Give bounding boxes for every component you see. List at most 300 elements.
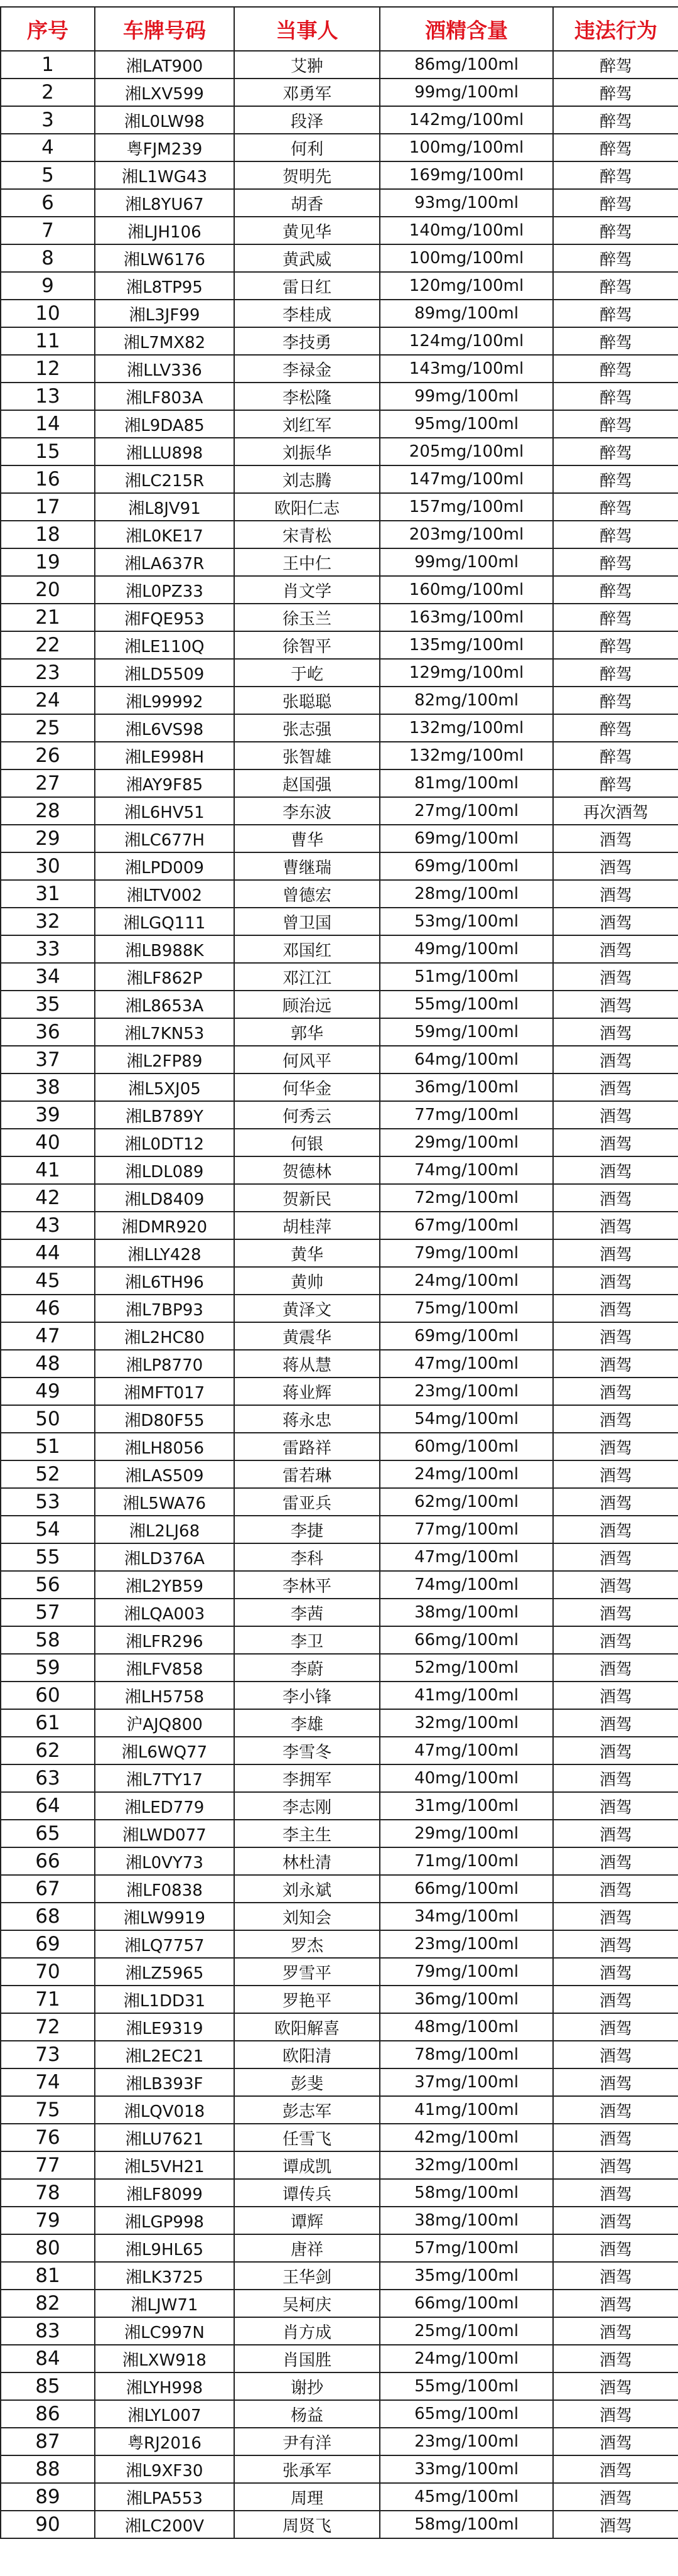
party-name-cell: 黄华 (234, 1239, 380, 1267)
alcohol-content-cell: 160mg/100ml (380, 576, 553, 604)
serial-number-cell: 44 (1, 1239, 95, 1267)
alcohol-content-cell: 74mg/100ml (380, 1571, 553, 1599)
alcohol-content-cell: 29mg/100ml (380, 1129, 553, 1156)
plate-number-cell: 湘LW6176 (95, 244, 234, 272)
table-row (1, 327, 678, 355)
table-row (1, 1322, 678, 1350)
violation-cell: 酒驾 (553, 1626, 678, 1654)
alcohol-content-cell: 132mg/100ml (380, 742, 553, 769)
alcohol-content-cell: 74mg/100ml (380, 1156, 553, 1184)
plate-number-cell: 湘L8JV91 (95, 493, 234, 521)
plate-number-cell: 湘L8653A (95, 991, 234, 1018)
alcohol-content-cell: 28mg/100ml (380, 880, 553, 908)
table-row (1, 935, 678, 963)
table-row (1, 548, 678, 576)
party-name-cell: 肖方成 (234, 2317, 380, 2345)
party-name-cell: 曹华 (234, 825, 380, 852)
table-row (1, 2317, 678, 2345)
serial-number-cell: 70 (1, 1958, 95, 1986)
violation-cell: 酒驾 (553, 1267, 678, 1295)
party-name-cell: 李技勇 (234, 327, 380, 355)
serial-number-cell: 1 (1, 51, 95, 79)
serial-number-cell: 66 (1, 1847, 95, 1875)
table-row (1, 79, 678, 106)
table-row (1, 1875, 678, 1903)
plate-number-cell: 湘LB393F (95, 2068, 234, 2096)
party-name-cell: 李捷 (234, 1516, 380, 1543)
party-name-cell: 任雪飞 (234, 2124, 380, 2151)
plate-number-cell: 湘L2EC21 (95, 2041, 234, 2068)
table-row (1, 465, 678, 493)
party-name-cell: 赵国强 (234, 769, 380, 797)
table-row (1, 1709, 678, 1737)
table-row (1, 355, 678, 383)
serial-number-cell: 72 (1, 2013, 95, 2041)
alcohol-content-cell: 64mg/100ml (380, 1046, 553, 1073)
plate-number-cell: 湘LFV858 (95, 1654, 234, 1682)
party-name-cell: 彭志军 (234, 2096, 380, 2124)
table-row (1, 134, 678, 161)
table-row (1, 908, 678, 935)
table-row (1, 1682, 678, 1709)
header-row (1, 7, 678, 51)
serial-number-cell: 7 (1, 217, 95, 244)
party-name-cell: 邓江江 (234, 963, 380, 991)
violation-cell: 酒驾 (553, 1046, 678, 1073)
table-row (1, 1516, 678, 1543)
alcohol-content-cell: 66mg/100ml (380, 1875, 553, 1903)
table-row (1, 1129, 678, 1156)
header-alcohol-content: 酒精含量 (380, 7, 553, 51)
plate-number-cell: 湘LPD009 (95, 852, 234, 880)
alcohol-content-cell: 100mg/100ml (380, 134, 553, 161)
alcohol-content-cell: 54mg/100ml (380, 1405, 553, 1433)
serial-number-cell: 84 (1, 2345, 95, 2372)
serial-number-cell: 22 (1, 631, 95, 659)
alcohol-content-cell: 53mg/100ml (380, 908, 553, 935)
violation-cell: 醉驾 (553, 769, 678, 797)
table-row (1, 2096, 678, 2124)
plate-number-cell: 湘L5XJ05 (95, 1073, 234, 1101)
table-row (1, 631, 678, 659)
violation-cell: 醉驾 (553, 714, 678, 742)
serial-number-cell: 23 (1, 659, 95, 687)
violation-cell: 醉驾 (553, 383, 678, 410)
serial-number-cell: 75 (1, 2096, 95, 2124)
alcohol-content-cell: 45mg/100ml (380, 2483, 553, 2511)
table-row (1, 493, 678, 521)
plate-number-cell: 湘LXV599 (95, 79, 234, 106)
alcohol-content-cell: 100mg/100ml (380, 244, 553, 272)
table-row (1, 2345, 678, 2372)
table-row (1, 2400, 678, 2428)
violation-cell: 酒驾 (553, 1018, 678, 1046)
party-name-cell: 何银 (234, 1129, 380, 1156)
party-name-cell: 周贤飞 (234, 2511, 380, 2538)
party-name-cell: 蒋永忠 (234, 1405, 380, 1433)
plate-number-cell: 湘L2HC80 (95, 1322, 234, 1350)
violation-cell: 酒驾 (553, 1460, 678, 1488)
alcohol-content-cell: 51mg/100ml (380, 963, 553, 991)
plate-number-cell: 湘L0LW98 (95, 106, 234, 134)
alcohol-content-cell: 142mg/100ml (380, 106, 553, 134)
alcohol-content-cell: 23mg/100ml (380, 1378, 553, 1405)
party-name-cell: 艾翀 (234, 51, 380, 79)
plate-number-cell: 湘LFR296 (95, 1626, 234, 1654)
plate-number-cell: 湘LC677H (95, 825, 234, 852)
plate-number-cell: 湘L0KE17 (95, 521, 234, 548)
plate-number-cell: 湘LLY428 (95, 1239, 234, 1267)
violation-cell: 酒驾 (553, 908, 678, 935)
violation-cell: 酒驾 (553, 1488, 678, 1516)
violation-cell: 酒驾 (553, 2151, 678, 2179)
alcohol-content-cell: 32mg/100ml (380, 1709, 553, 1737)
violation-cell: 醉驾 (553, 659, 678, 687)
table-row (1, 1073, 678, 1101)
violation-cell: 酒驾 (553, 1682, 678, 1709)
violation-cell: 醉驾 (553, 548, 678, 576)
serial-number-cell: 42 (1, 1184, 95, 1212)
alcohol-content-cell: 79mg/100ml (380, 1239, 553, 1267)
serial-number-cell: 82 (1, 2290, 95, 2317)
serial-number-cell: 20 (1, 576, 95, 604)
violation-cell: 酒驾 (553, 1571, 678, 1599)
alcohol-content-cell: 62mg/100ml (380, 1488, 553, 1516)
party-name-cell: 黄帅 (234, 1267, 380, 1295)
party-name-cell: 尹有洋 (234, 2428, 380, 2455)
violation-cell: 酒驾 (553, 1820, 678, 1847)
alcohol-content-cell: 24mg/100ml (380, 2345, 553, 2372)
table-row (1, 1101, 678, 1129)
plate-number-cell: 湘LP8770 (95, 1350, 234, 1378)
alcohol-content-cell: 77mg/100ml (380, 1516, 553, 1543)
party-name-cell: 周理 (234, 2483, 380, 2511)
alcohol-content-cell: 24mg/100ml (380, 1267, 553, 1295)
party-name-cell: 刘知会 (234, 1903, 380, 1930)
alcohol-content-cell: 89mg/100ml (380, 300, 553, 327)
serial-number-cell: 80 (1, 2234, 95, 2262)
table-row (1, 604, 678, 631)
table-row (1, 659, 678, 687)
violation-cell: 酒驾 (553, 1792, 678, 1820)
party-name-cell: 邓国红 (234, 935, 380, 963)
alcohol-content-cell: 33mg/100ml (380, 2455, 553, 2483)
serial-number-cell: 56 (1, 1571, 95, 1599)
party-name-cell: 黄武威 (234, 244, 380, 272)
plate-number-cell: 湘L0DT12 (95, 1129, 234, 1156)
plate-number-cell: 湘LGP998 (95, 2207, 234, 2234)
violation-cell: 酒驾 (553, 1986, 678, 2013)
alcohol-content-cell: 86mg/100ml (380, 51, 553, 79)
alcohol-content-cell: 36mg/100ml (380, 1986, 553, 2013)
serial-number-cell: 16 (1, 465, 95, 493)
serial-number-cell: 77 (1, 2151, 95, 2179)
violation-cell: 酒驾 (553, 1295, 678, 1322)
alcohol-content-cell: 77mg/100ml (380, 1101, 553, 1129)
party-name-cell: 李志刚 (234, 1792, 380, 1820)
alcohol-content-cell: 203mg/100ml (380, 521, 553, 548)
alcohol-content-cell: 135mg/100ml (380, 631, 553, 659)
alcohol-content-cell: 37mg/100ml (380, 2068, 553, 2096)
party-name-cell: 徐智平 (234, 631, 380, 659)
serial-number-cell: 88 (1, 2455, 95, 2483)
serial-number-cell: 9 (1, 272, 95, 300)
serial-number-cell: 45 (1, 1267, 95, 1295)
party-name-cell: 雷路祥 (234, 1433, 380, 1460)
serial-number-cell: 83 (1, 2317, 95, 2345)
serial-number-cell: 87 (1, 2428, 95, 2455)
table-row (1, 1847, 678, 1875)
violation-cell: 醉驾 (553, 300, 678, 327)
serial-number-cell: 65 (1, 1820, 95, 1847)
plate-number-cell: 湘LC200V (95, 2511, 234, 2538)
party-name-cell: 李禄金 (234, 355, 380, 383)
plate-number-cell: 湘LYL007 (95, 2400, 234, 2428)
party-name-cell: 彭斐 (234, 2068, 380, 2096)
table-row (1, 410, 678, 438)
party-name-cell: 邓勇军 (234, 79, 380, 106)
plate-number-cell: 湘LW9919 (95, 1903, 234, 1930)
violation-cell: 酒驾 (553, 2428, 678, 2455)
alcohol-content-cell: 23mg/100ml (380, 2428, 553, 2455)
plate-number-cell: 湘LF803A (95, 383, 234, 410)
plate-number-cell: 湘LLU898 (95, 438, 234, 465)
plate-number-cell: 湘L2LJ68 (95, 1516, 234, 1543)
party-name-cell: 谭传兵 (234, 2179, 380, 2207)
header-serial-number: 序号 (1, 7, 95, 51)
plate-number-cell: 湘LE9319 (95, 2013, 234, 2041)
serial-number-cell: 67 (1, 1875, 95, 1903)
party-name-cell: 欧阳清 (234, 2041, 380, 2068)
violation-cell: 醉驾 (553, 631, 678, 659)
violation-cell: 醉驾 (553, 604, 678, 631)
plate-number-cell: 湘L7MX82 (95, 327, 234, 355)
alcohol-content-cell: 69mg/100ml (380, 825, 553, 852)
violation-cell: 酒驾 (553, 2372, 678, 2400)
party-name-cell: 刘志腾 (234, 465, 380, 493)
plate-number-cell: 湘LQ7757 (95, 1930, 234, 1958)
plate-number-cell: 湘L6TH96 (95, 1267, 234, 1295)
plate-number-cell: 湘AY9F85 (95, 769, 234, 797)
alcohol-content-cell: 79mg/100ml (380, 1958, 553, 1986)
party-name-cell: 林杜清 (234, 1847, 380, 1875)
plate-number-cell: 湘L9DA85 (95, 410, 234, 438)
party-name-cell: 肖国胜 (234, 2345, 380, 2372)
serial-number-cell: 18 (1, 521, 95, 548)
plate-number-cell: 湘LB988K (95, 935, 234, 963)
alcohol-content-cell: 67mg/100ml (380, 1212, 553, 1239)
plate-number-cell: 湘MFT017 (95, 1378, 234, 1405)
violation-cell: 酒驾 (553, 2290, 678, 2317)
party-name-cell: 李茜 (234, 1599, 380, 1626)
plate-number-cell: 湘LB789Y (95, 1101, 234, 1129)
alcohol-content-cell: 99mg/100ml (380, 548, 553, 576)
party-name-cell: 罗雪平 (234, 1958, 380, 1986)
serial-number-cell: 8 (1, 244, 95, 272)
party-name-cell: 刘红军 (234, 410, 380, 438)
serial-number-cell: 31 (1, 880, 95, 908)
plate-number-cell: 湘LZ5965 (95, 1958, 234, 1986)
serial-number-cell: 38 (1, 1073, 95, 1101)
table-row (1, 438, 678, 465)
serial-number-cell: 43 (1, 1212, 95, 1239)
serial-number-cell: 76 (1, 2124, 95, 2151)
serial-number-cell: 47 (1, 1322, 95, 1350)
table-row (1, 769, 678, 797)
serial-number-cell: 48 (1, 1350, 95, 1378)
party-name-cell: 谢抄 (234, 2372, 380, 2400)
plate-number-cell: 湘LH8056 (95, 1433, 234, 1460)
party-name-cell: 胡香 (234, 189, 380, 217)
plate-number-cell: 湘LU7621 (95, 2124, 234, 2151)
serial-number-cell: 26 (1, 742, 95, 769)
party-name-cell: 于屹 (234, 659, 380, 687)
table-row (1, 1764, 678, 1792)
table-row (1, 1626, 678, 1654)
plate-number-cell: 沪AJQ800 (95, 1709, 234, 1737)
violation-cell: 酒驾 (553, 1129, 678, 1156)
table-row (1, 742, 678, 769)
violation-cell: 醉驾 (553, 465, 678, 493)
serial-number-cell: 14 (1, 410, 95, 438)
alcohol-content-cell: 99mg/100ml (380, 79, 553, 106)
serial-number-cell: 21 (1, 604, 95, 631)
alcohol-content-cell: 163mg/100ml (380, 604, 553, 631)
serial-number-cell: 37 (1, 1046, 95, 1073)
violation-cell: 酒驾 (553, 935, 678, 963)
serial-number-cell: 85 (1, 2372, 95, 2400)
violation-cell: 酒驾 (553, 2317, 678, 2345)
party-name-cell: 黄泽文 (234, 1295, 380, 1322)
violation-cell: 酒驾 (553, 1930, 678, 1958)
alcohol-content-cell: 120mg/100ml (380, 272, 553, 300)
plate-number-cell: 湘L6WQ77 (95, 1737, 234, 1764)
violation-cell: 酒驾 (553, 1156, 678, 1184)
violation-cell: 酒驾 (553, 2455, 678, 2483)
alcohol-content-cell: 75mg/100ml (380, 1295, 553, 1322)
plate-number-cell: 湘LC997N (95, 2317, 234, 2345)
violation-cell: 酒驾 (553, 1212, 678, 1239)
plate-number-cell: 湘LXW918 (95, 2345, 234, 2372)
alcohol-content-cell: 23mg/100ml (380, 1930, 553, 1958)
violation-cell: 酒驾 (553, 1073, 678, 1101)
plate-number-cell: 湘LD376A (95, 1543, 234, 1571)
alcohol-content-cell: 72mg/100ml (380, 1184, 553, 1212)
table-row (1, 2511, 678, 2538)
party-name-cell: 张志强 (234, 714, 380, 742)
serial-number-cell: 30 (1, 852, 95, 880)
party-name-cell: 李拥军 (234, 1764, 380, 1792)
serial-number-cell: 52 (1, 1460, 95, 1488)
plate-number-cell: 湘L5VH21 (95, 2151, 234, 2179)
violation-cell: 酒驾 (553, 2041, 678, 2068)
header-plate-number: 车牌号码 (95, 7, 234, 51)
party-name-cell: 贺新民 (234, 1184, 380, 1212)
table-row (1, 2262, 678, 2290)
alcohol-content-cell: 31mg/100ml (380, 1792, 553, 1820)
serial-number-cell: 63 (1, 1764, 95, 1792)
party-name-cell: 徐玉兰 (234, 604, 380, 631)
table-row (1, 797, 678, 825)
plate-number-cell: 湘LYH998 (95, 2372, 234, 2400)
violation-cell: 酒驾 (553, 2483, 678, 2511)
violations-table (0, 6, 678, 2539)
serial-number-cell: 46 (1, 1295, 95, 1322)
alcohol-content-cell: 38mg/100ml (380, 1599, 553, 1626)
serial-number-cell: 74 (1, 2068, 95, 2096)
party-name-cell: 顾治远 (234, 991, 380, 1018)
plate-number-cell: 湘L0PZ33 (95, 576, 234, 604)
plate-number-cell: 湘L8TP95 (95, 272, 234, 300)
violation-cell: 酒驾 (553, 1764, 678, 1792)
violation-cell: 酒驾 (553, 2124, 678, 2151)
violation-cell: 酒驾 (553, 1516, 678, 1543)
plate-number-cell: 湘L99992 (95, 687, 234, 714)
violation-cell: 醉驾 (553, 521, 678, 548)
table-row (1, 1295, 678, 1322)
alcohol-content-cell: 95mg/100ml (380, 410, 553, 438)
table-row (1, 576, 678, 604)
serial-number-cell: 71 (1, 1986, 95, 2013)
violation-cell: 酒驾 (553, 1737, 678, 1764)
table-row (1, 1958, 678, 1986)
violation-cell: 酒驾 (553, 1709, 678, 1737)
violation-cell: 酒驾 (553, 2511, 678, 2538)
plate-number-cell: 湘LC215R (95, 465, 234, 493)
party-name-cell: 雷若琳 (234, 1460, 380, 1488)
violation-cell: 酒驾 (553, 2262, 678, 2290)
plate-number-cell: 湘LJH106 (95, 217, 234, 244)
serial-number-cell: 34 (1, 963, 95, 991)
violation-cell: 酒驾 (553, 1433, 678, 1460)
violation-cell: 酒驾 (553, 1350, 678, 1378)
party-name-cell: 吴柯庆 (234, 2290, 380, 2317)
table-row (1, 1488, 678, 1516)
plate-number-cell: 湘DMR920 (95, 1212, 234, 1239)
table-body (1, 51, 678, 2538)
party-name-cell: 黄见华 (234, 217, 380, 244)
violation-cell: 醉驾 (553, 51, 678, 79)
serial-number-cell: 28 (1, 797, 95, 825)
table-row (1, 1903, 678, 1930)
alcohol-content-cell: 140mg/100ml (380, 217, 553, 244)
violation-cell: 酒驾 (553, 880, 678, 908)
table-row (1, 2124, 678, 2151)
violation-cell: 醉驾 (553, 217, 678, 244)
alcohol-content-cell: 55mg/100ml (380, 2372, 553, 2400)
violation-cell: 醉驾 (553, 244, 678, 272)
plate-number-cell: 湘L8YU67 (95, 189, 234, 217)
serial-number-cell: 27 (1, 769, 95, 797)
plate-number-cell: 湘LED779 (95, 1792, 234, 1820)
violation-cell: 醉驾 (553, 410, 678, 438)
plate-number-cell: 湘L3JF99 (95, 300, 234, 327)
violation-cell: 酒驾 (553, 1599, 678, 1626)
party-name-cell: 雷日红 (234, 272, 380, 300)
plate-number-cell: 湘L9HL65 (95, 2234, 234, 2262)
violation-cell: 酒驾 (553, 2179, 678, 2207)
alcohol-content-cell: 41mg/100ml (380, 2096, 553, 2124)
party-name-cell: 黄震华 (234, 1322, 380, 1350)
alcohol-content-cell: 81mg/100ml (380, 769, 553, 797)
violation-cell: 酒驾 (553, 1543, 678, 1571)
alcohol-content-cell: 66mg/100ml (380, 1626, 553, 1654)
table-row (1, 1460, 678, 1488)
plate-number-cell: 湘LWD077 (95, 1820, 234, 1847)
plate-number-cell: 湘L5WA76 (95, 1488, 234, 1516)
table-row (1, 2207, 678, 2234)
violation-cell: 醉驾 (553, 576, 678, 604)
